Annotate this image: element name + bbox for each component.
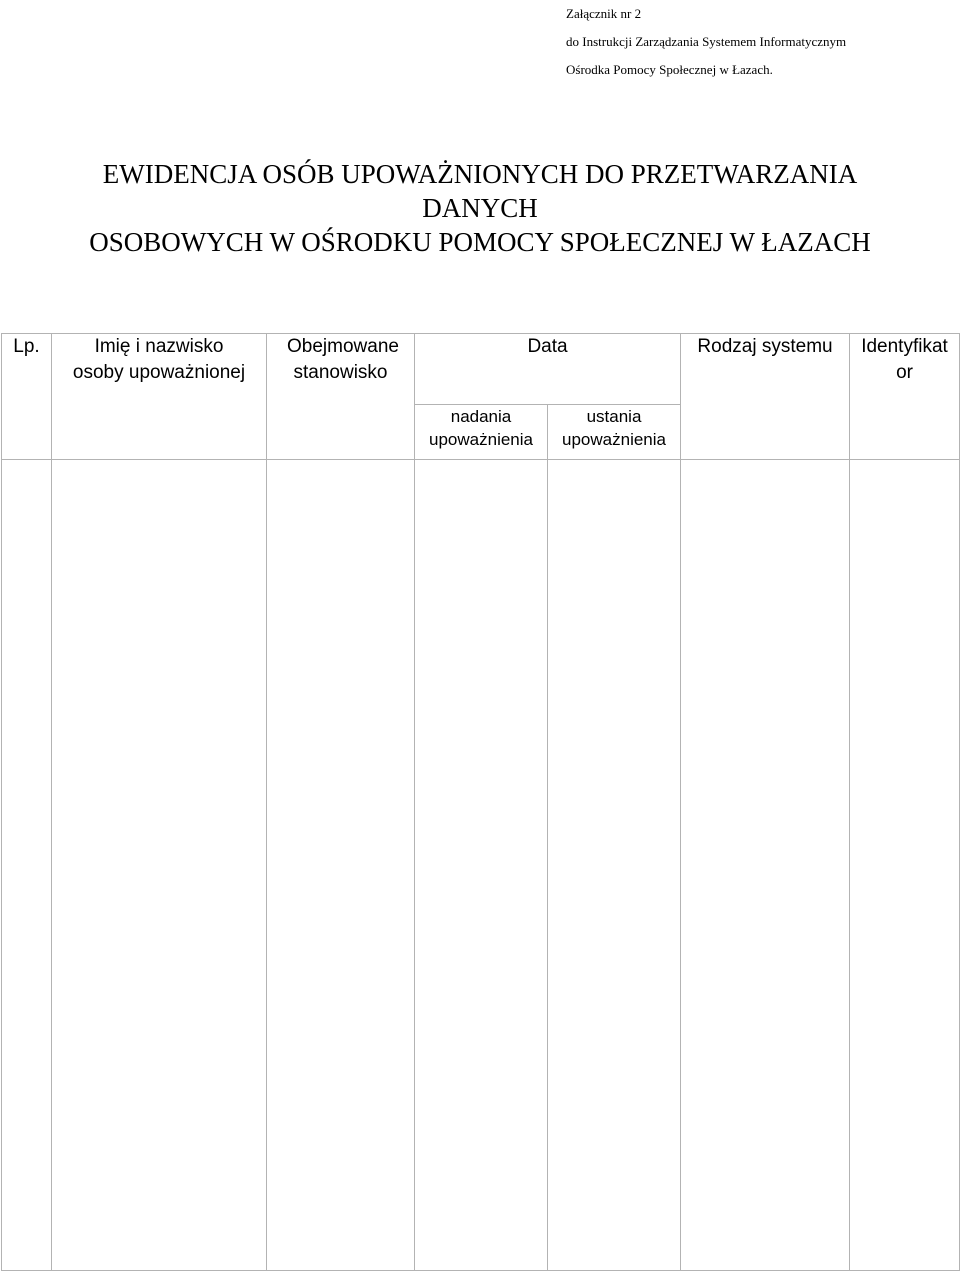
cell-lp[interactable] bbox=[2, 460, 52, 1271]
cell-identifier[interactable] bbox=[850, 460, 960, 1271]
header-name: Imię i nazwisko osoby upoważnionej bbox=[52, 334, 267, 460]
header-date: Data bbox=[415, 334, 681, 405]
cell-date-granted[interactable] bbox=[415, 460, 548, 1271]
attachment-institution: Ośrodka Pomocy Społecznej w Łazach. bbox=[566, 62, 773, 77]
attachment-number: Załącznik nr 2 bbox=[566, 6, 642, 21]
header-identifier: Identyfikator bbox=[850, 334, 960, 460]
attachment-header bbox=[566, 0, 846, 84]
title-line-2: DANYCH bbox=[422, 193, 538, 223]
header-date-granted: nadania upoważnienia bbox=[415, 405, 548, 460]
document-title bbox=[0, 157, 960, 259]
title-line-1: EWIDENCJA OSÓB UPOWAŻNIONYCH DO PRZETWARZANIA bbox=[102, 159, 858, 189]
header-position: Obejmowane stanowisko bbox=[267, 334, 415, 460]
cell-system[interactable] bbox=[681, 460, 850, 1271]
cell-position[interactable] bbox=[267, 460, 415, 1271]
header-lp: Lp. bbox=[2, 334, 52, 460]
header-system: Rodzaj systemu bbox=[681, 334, 850, 460]
header-row-main bbox=[2, 334, 960, 405]
authorization-register-table bbox=[1, 333, 960, 1271]
attachment-instruction: do Instrukcji Zarządzania Systemem Informatycznym bbox=[566, 34, 847, 49]
cell-name[interactable] bbox=[52, 460, 267, 1271]
table-row bbox=[2, 460, 960, 1271]
title-line-3: OSOBOWYCH W OŚRODKU POMOCY SPOŁECZNEJ W ŁAZACH bbox=[89, 227, 871, 257]
cell-date-revoked[interactable] bbox=[548, 460, 681, 1271]
header-date-revoked: ustania upoważnienia bbox=[548, 405, 681, 460]
